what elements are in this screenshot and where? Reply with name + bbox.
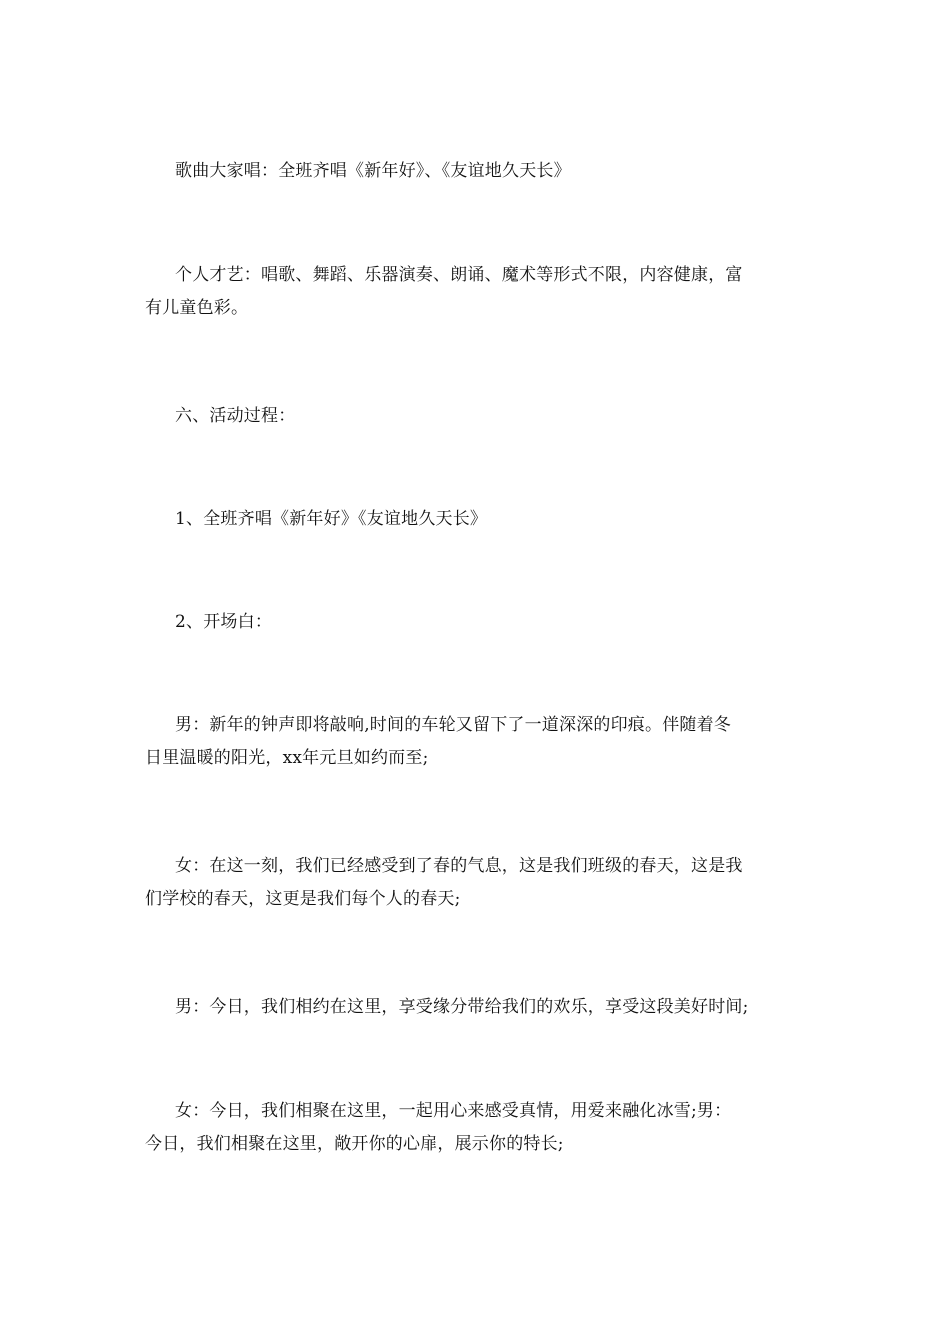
paragraph-line: 们学校的春天，这更是我们每个人的春天; [145, 889, 461, 909]
paragraph-line: 日里温暖的阳光，xx年元旦如约而至; [145, 748, 429, 768]
paragraph-line: 男：今日，我们相约在这里，享受缘分带给我们的欢乐，享受这段美好时间; [175, 997, 749, 1017]
dialogue-female-2 [145, 1095, 817, 1161]
paragraph-line: 个人才艺：唱歌、舞蹈、乐器演奏、朗诵、魔术等形式不限，内容健康，富 [175, 265, 743, 285]
paragraph-line: 歌曲大家唱：全班齐唱《新年好》、《友谊地久天长》 [175, 161, 571, 181]
list-item-2 [145, 606, 817, 639]
paragraph-line: 女：在这一刻，我们已经感受到了春的气息，这是我们班级的春天，这是我 [175, 856, 743, 876]
paragraph-line: 女：今日，我们相聚在这里，一起用心来感受真情，用爱来融化冰雪;男： [175, 1101, 732, 1121]
list-item-1 [145, 503, 817, 536]
paragraph-personal-talent [145, 259, 817, 325]
paragraph-line: 有儿童色彩。 [145, 298, 249, 318]
paragraph-line: 六、活动过程： [175, 406, 296, 426]
section-heading-activity-process [145, 400, 817, 433]
paragraph-song-singalong [145, 155, 817, 188]
dialogue-male-2 [145, 991, 817, 1024]
dialogue-male-1 [145, 709, 817, 775]
paragraph-line: 1、全班齐唱《新年好》《友谊地久天长》 [175, 509, 488, 529]
dialogue-female-1 [145, 850, 817, 916]
paragraph-line: 2、开场白： [175, 612, 273, 632]
paragraph-line: 男：新年的钟声即将敲响,时间的车轮又留下了一道深深的印痕。伴随着冬 [175, 715, 732, 735]
paragraph-line: 今日，我们相聚在这里，敞开你的心扉，展示你的特长; [145, 1134, 564, 1154]
